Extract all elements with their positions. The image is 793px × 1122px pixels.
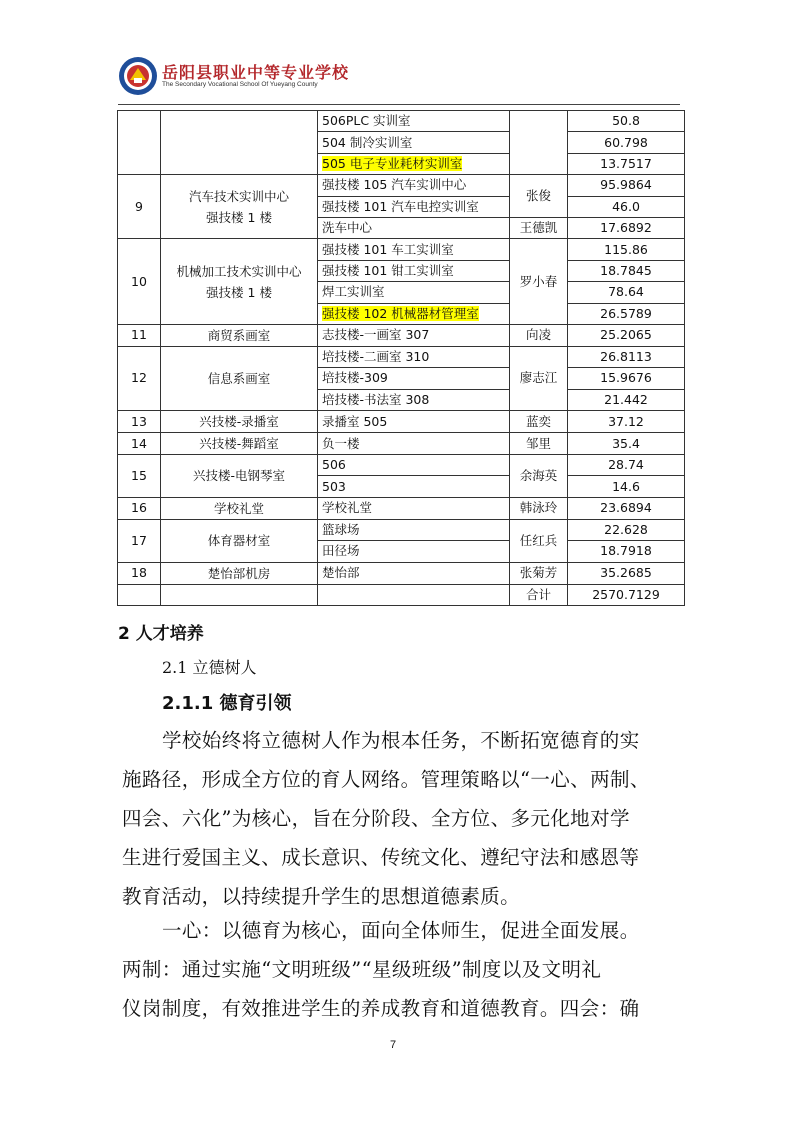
row-number-cell: 14: [118, 433, 161, 455]
room-cell: [318, 324, 510, 346]
table-row: [118, 324, 685, 346]
center-name-line: 兴技楼-舞蹈室: [199, 436, 279, 452]
value-cell: 23.6894: [568, 497, 685, 519]
person-cell: 王德凯: [510, 217, 568, 238]
table-row: [118, 519, 685, 540]
paragraph-line: 施路径，形成全方位的育人网络。管理策略以“一心、两制、: [122, 768, 650, 791]
room-name: 504 制冷实训室: [322, 134, 413, 150]
person-cell: [510, 111, 568, 175]
value-cell: 50.8: [568, 111, 685, 132]
value-cell: 14.6: [568, 476, 685, 497]
room-cell: [318, 175, 510, 196]
room-cell: [318, 368, 510, 389]
room-name: 负一楼: [322, 435, 360, 451]
page-header: [118, 56, 678, 102]
center-name-line: 强技楼 1 楼: [206, 209, 272, 225]
room-name: 强技楼 105 汽车实训中心: [322, 177, 467, 193]
value-cell: 15.9676: [568, 368, 685, 389]
row-number-cell: 9: [118, 175, 161, 239]
person-cell: 蓝奕: [510, 411, 568, 433]
room-cell: [318, 476, 510, 497]
center-name-line: 体育器材室: [207, 533, 271, 549]
center-name-line: 学校礼堂: [213, 500, 264, 516]
center-name-cell: [161, 455, 318, 498]
header-divider: [118, 104, 680, 105]
person-cell: 罗小春: [510, 239, 568, 325]
room-cell: [318, 260, 510, 281]
room-name: 506: [322, 457, 346, 473]
row-number-cell: 11: [118, 324, 161, 346]
paragraph-line: 四会、六化”为核心，旨在分阶段、全方位、多元化地对学: [122, 807, 630, 830]
room-name: 强技楼 101 车工实训室: [322, 241, 454, 257]
row-number-cell: 12: [118, 346, 161, 410]
center-name-line: 信息系画室: [207, 370, 271, 386]
row-number-cell: 10: [118, 239, 161, 325]
room-name: 培技楼-309: [322, 370, 388, 386]
paragraph-line: 教育活动，以持续提升学生的思想道德素质。: [122, 885, 521, 908]
room-cell: [318, 111, 510, 132]
room-name: 田径场: [322, 543, 360, 559]
room-cell: [318, 541, 510, 562]
row-number-cell: [118, 111, 161, 175]
center-name-cell: [161, 411, 318, 433]
center-name-cell: [161, 324, 318, 346]
table-row: [118, 497, 685, 519]
center-name-cell: [161, 239, 318, 325]
person-cell: 任红兵: [510, 519, 568, 562]
paragraph-strategy: [122, 911, 682, 1028]
table-row: [118, 175, 685, 196]
center-name-cell: [161, 497, 318, 519]
value-cell: 35.4: [568, 433, 685, 455]
person-cell: 张俊: [510, 175, 568, 218]
school-name-en: The Secondary Vocational School Of Yueyang County: [162, 81, 318, 88]
room-name: 强技楼 102 机械器材管理室: [322, 305, 479, 321]
room-cell: [318, 132, 510, 153]
section-heading-h2: 2 人才培养: [118, 624, 204, 644]
room-name: 焊工实训室: [322, 284, 385, 300]
value-cell: 22.628: [568, 519, 685, 540]
room-cell: [318, 282, 510, 303]
person-cell: 韩泳玲: [510, 497, 568, 519]
room-name: 学校礼堂: [322, 500, 373, 516]
value-cell: 18.7845: [568, 260, 685, 281]
room-cell: [318, 455, 510, 476]
empty-cell: [161, 584, 318, 605]
center-name-line: 楚怡部机房: [207, 565, 271, 581]
table-total-row: [118, 584, 685, 605]
center-name-line: 汽车技术实训中心: [188, 188, 289, 204]
room-name: 强技楼 101 汽车电控实训室: [322, 198, 479, 214]
paragraph-line: 仪岗制度，有效推进学生的养成教育和道德教育。四会：确: [122, 997, 640, 1020]
empty-cell: [118, 584, 161, 605]
value-cell: 35.2685: [568, 562, 685, 584]
room-name: 503: [322, 478, 346, 494]
room-cell: [318, 519, 510, 540]
person-cell: 向凌: [510, 324, 568, 346]
room-cell: [318, 196, 510, 217]
center-name-cell: [161, 175, 318, 239]
page-number: 7: [390, 1039, 397, 1051]
value-cell: 21.442: [568, 389, 685, 410]
row-number-cell: 18: [118, 562, 161, 584]
paragraph-line: 两制：通过实施“文明班级”“星级班级”制度以及文明礼: [122, 958, 602, 981]
room-cell: [318, 497, 510, 519]
center-name-cell: [161, 562, 318, 584]
room-name: 录播室 505: [322, 413, 388, 429]
value-cell: 17.6892: [568, 217, 685, 238]
table-row: [118, 111, 685, 132]
center-name-line: 兴技楼-电钢琴室: [192, 468, 285, 484]
total-value-cell: 2570.7129: [568, 584, 685, 605]
room-name: 洗车中心: [322, 220, 373, 236]
room-name: 楚怡部: [322, 565, 360, 581]
room-cell: [318, 217, 510, 238]
room-name: 志技楼-一画室 307: [322, 327, 430, 343]
value-cell: 37.12: [568, 411, 685, 433]
person-cell: 邹里: [510, 433, 568, 455]
section-heading-h4: 2.1.1 德育引领: [162, 693, 292, 714]
person-cell: 余海英: [510, 455, 568, 498]
value-cell: 95.9864: [568, 175, 685, 196]
person-cell: 廖志江: [510, 346, 568, 410]
section-heading-h3: 2.1 立德树人: [162, 658, 257, 677]
school-name-cn: 岳阳县职业中等专业学校: [162, 63, 350, 82]
center-name-line: 商贸系画室: [207, 327, 271, 343]
room-name: 培技楼-二画室 310: [322, 349, 430, 365]
paragraph-line: 生进行爱国主义、成长意识、传统文化、遵纪守法和感恩等: [122, 846, 640, 869]
value-cell: 13.7517: [568, 153, 685, 174]
value-cell: 28.74: [568, 455, 685, 476]
room-cell: [318, 389, 510, 410]
paragraph-line: 一心：以德育为核心，面向全体师生，促进全面发展。: [162, 919, 640, 942]
center-name-line: 机械加工技术实训中心: [176, 263, 302, 279]
facility-table: [117, 110, 685, 606]
center-name-cell: [161, 433, 318, 455]
room-name: 505 电子专业耗材实训室: [322, 155, 463, 171]
room-name: 506PLC 实训室: [322, 113, 411, 129]
room-name: 强技楼 101 钳工实训室: [322, 262, 454, 278]
table-row: [118, 562, 685, 584]
paragraph-line: 学校始终将立德树人作为根本任务，不断拓宽德育的实: [162, 729, 640, 752]
row-number-cell: 13: [118, 411, 161, 433]
room-cell: [318, 346, 510, 367]
empty-cell: [318, 584, 510, 605]
row-number-cell: 16: [118, 497, 161, 519]
table-row: [118, 411, 685, 433]
center-name-line: 强技楼 1 楼: [206, 284, 272, 300]
person-cell: 张菊芳: [510, 562, 568, 584]
room-cell: [318, 433, 510, 455]
table-row: [118, 433, 685, 455]
table-row: [118, 455, 685, 476]
value-cell: 26.8113: [568, 346, 685, 367]
table-row: [118, 239, 685, 260]
center-name-cell: [161, 346, 318, 410]
paragraph-moral-education: [122, 721, 682, 916]
total-label-cell: 合计: [510, 584, 568, 605]
row-number-cell: 17: [118, 519, 161, 562]
room-name: 篮球场: [322, 522, 360, 538]
center-name-cell: [161, 519, 318, 562]
row-number-cell: 15: [118, 455, 161, 498]
room-cell: [318, 153, 510, 174]
room-cell: [318, 303, 510, 324]
value-cell: 18.7918: [568, 541, 685, 562]
value-cell: 46.0: [568, 196, 685, 217]
value-cell: 25.2065: [568, 324, 685, 346]
value-cell: 115.86: [568, 239, 685, 260]
value-cell: 26.5789: [568, 303, 685, 324]
center-name-cell: [161, 111, 318, 175]
room-name: 培技楼-书法室 308: [322, 391, 430, 407]
center-name-line: 兴技楼-录播室: [199, 414, 279, 430]
value-cell: 60.798: [568, 132, 685, 153]
room-cell: [318, 562, 510, 584]
room-cell: [318, 411, 510, 433]
room-cell: [318, 239, 510, 260]
table-row: [118, 346, 685, 367]
school-logo-icon: [118, 56, 158, 96]
value-cell: 78.64: [568, 282, 685, 303]
